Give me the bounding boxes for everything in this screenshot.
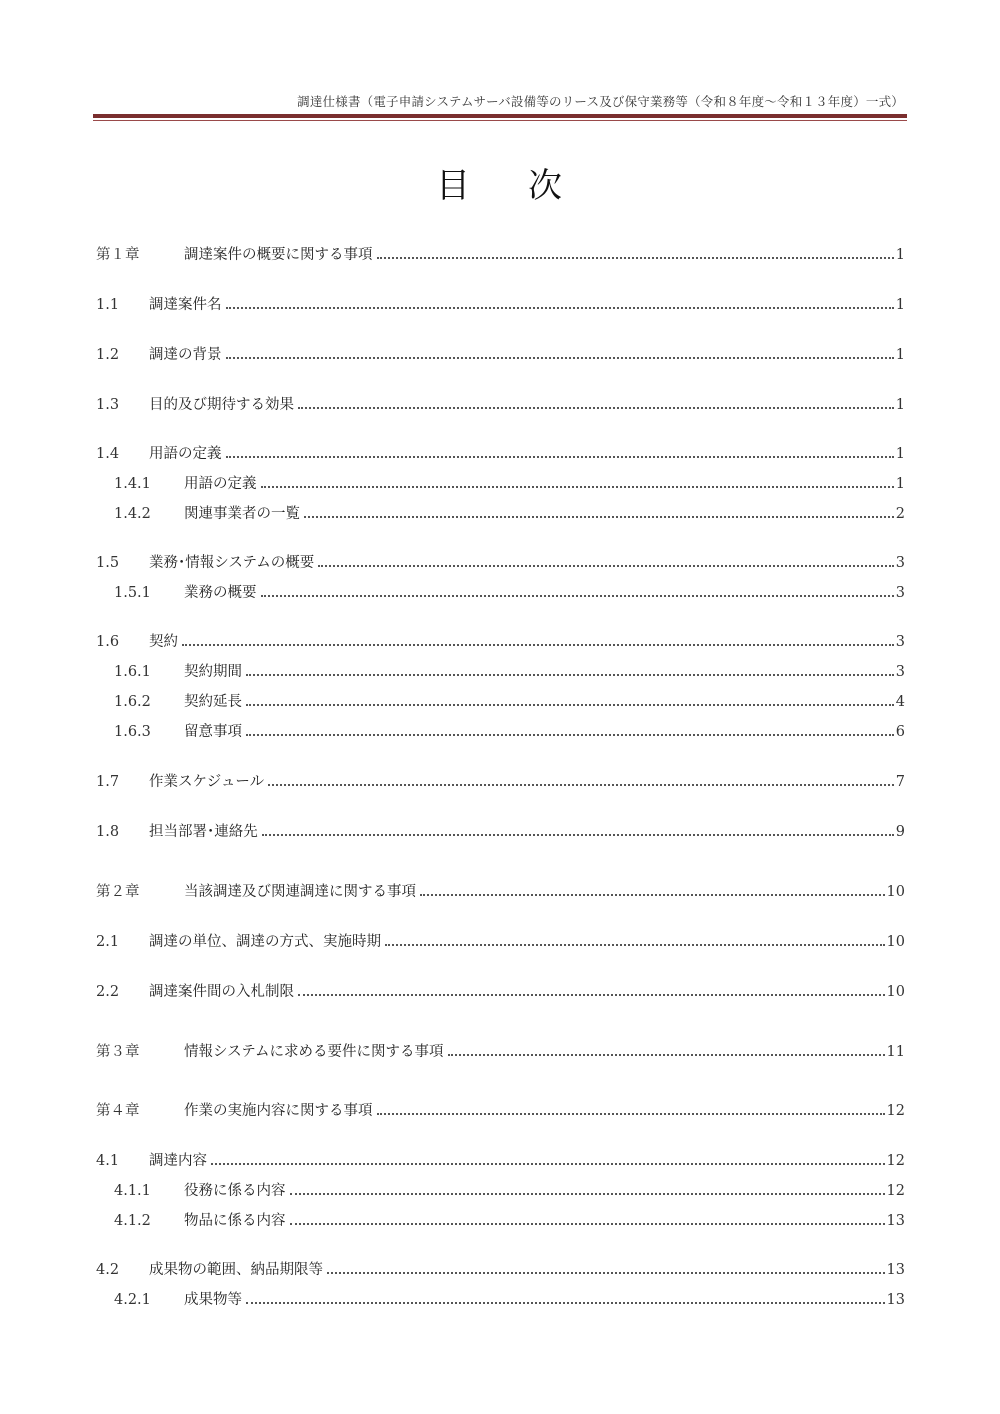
toc-leader-dots xyxy=(262,833,894,836)
toc-entry-title: 調達の単位、調達の方式、実施時期 xyxy=(149,934,381,950)
toc-entry-page: 12 xyxy=(886,1183,905,1199)
toc-entry-number: 1.5.1 xyxy=(114,585,151,601)
toc-entry-number: 1.5 xyxy=(96,555,120,571)
toc-entry-number: 2.1 xyxy=(96,934,120,950)
toc-leader-dots xyxy=(246,703,894,706)
toc-entry-title: 役務に係る内容 xyxy=(184,1183,286,1199)
toc-leader-dots xyxy=(290,1222,885,1225)
toc-entry-page: 1 xyxy=(895,247,905,263)
toc-entry-page: 6 xyxy=(895,724,905,740)
toc-entry-page: 12 xyxy=(886,1103,905,1119)
toc-entry-page: 10 xyxy=(886,984,905,1000)
toc-entry-page: 10 xyxy=(886,934,905,950)
toc-entry-title: 作業スケジュール xyxy=(149,774,265,790)
toc-entry-page: 2 xyxy=(895,506,905,522)
toc-entry-page: 1 xyxy=(895,446,905,462)
toc-entry-title: 調達案件名 xyxy=(149,297,222,313)
toc-entry-page: 1 xyxy=(895,476,905,492)
toc-entry-1-8[interactable] xyxy=(96,822,905,842)
document-header-title: 調達仕様書（電子申請システムサーバ設備等のリース及び保守業務等（令和８年度～令和１３年度）一式） xyxy=(297,94,904,109)
toc-entry-title: 業務･情報システムの概要 xyxy=(149,555,315,571)
toc-entry-4-1-2[interactable] xyxy=(114,1211,905,1231)
toc-entry-1-6[interactable] xyxy=(96,632,905,652)
toc-leader-dots xyxy=(226,356,894,359)
toc-entry-page: 3 xyxy=(895,634,905,650)
toc-entry-2-1[interactable] xyxy=(96,932,905,952)
toc-entry-page: 3 xyxy=(895,664,905,680)
toc-entry-title: 担当部署･連絡先 xyxy=(149,824,258,840)
toc-entry-chapter-2[interactable] xyxy=(96,882,905,902)
toc-entry-4-2[interactable] xyxy=(96,1260,905,1280)
toc-entry-number: 4.2 xyxy=(96,1262,120,1278)
toc-entry-title: 用語の定義 xyxy=(149,446,222,462)
toc-entry-title: 当該調達及び関連調達に関する事項 xyxy=(184,884,416,900)
toc-entry-number: 1.6 xyxy=(96,634,120,650)
toc-entry-page: 12 xyxy=(886,1153,905,1169)
toc-leader-dots xyxy=(318,564,893,567)
toc-entry-number: 1.3 xyxy=(96,397,120,413)
toc-entry-1-4-2[interactable] xyxy=(114,504,905,524)
toc-entry-number: 1.6.3 xyxy=(114,724,151,740)
toc-entry-number: 4.1.2 xyxy=(114,1213,151,1229)
toc-entry-title: 目的及び期待する効果 xyxy=(149,397,294,413)
toc-entry-1-3[interactable] xyxy=(96,395,905,415)
toc-entry-number: 4.1 xyxy=(96,1153,120,1169)
toc-leader-dots xyxy=(246,673,894,676)
toc-leader-dots xyxy=(211,1162,885,1165)
toc-leader-dots xyxy=(298,993,885,996)
toc-entry-number: 2.2 xyxy=(96,984,120,1000)
toc-leader-dots xyxy=(182,643,894,646)
toc-entry-1-6-2[interactable] xyxy=(114,692,905,712)
toc-entry-chapter-4[interactable] xyxy=(96,1101,905,1121)
page-title-char-1: 目 xyxy=(436,166,472,206)
toc-leader-dots xyxy=(327,1271,885,1274)
toc-entry-number: 1.4.2 xyxy=(114,506,151,522)
page-title-char-2: 次 xyxy=(528,166,564,206)
toc-entry-title: 契約期間 xyxy=(184,664,242,680)
toc-entry-number: 1.6.2 xyxy=(114,694,151,710)
toc-entry-1-6-1[interactable] xyxy=(114,662,905,682)
toc-leader-dots xyxy=(420,893,885,896)
toc-entry-number: 1.4.1 xyxy=(114,476,151,492)
toc-leader-dots xyxy=(385,943,885,946)
toc-entry-number: 第４章 xyxy=(96,1103,140,1119)
toc-leader-dots xyxy=(290,1192,885,1195)
toc-entry-title: 用語の定義 xyxy=(184,476,257,492)
toc-entry-number: 第３章 xyxy=(96,1044,140,1060)
toc-entry-page: 13 xyxy=(886,1262,905,1278)
toc-entry-4-1-1[interactable] xyxy=(114,1181,905,1201)
toc-leader-dots xyxy=(246,1301,885,1304)
toc-entry-page: 1 xyxy=(895,297,905,313)
toc-leader-dots xyxy=(226,306,894,309)
toc-entry-title: 作業の実施内容に関する事項 xyxy=(184,1103,373,1119)
header-rule-thin xyxy=(93,120,907,121)
toc-entry-2-2[interactable] xyxy=(96,982,905,1002)
toc-entry-page: 7 xyxy=(895,774,905,790)
toc-entry-title: 調達の背景 xyxy=(149,347,222,363)
toc-leader-dots xyxy=(304,515,894,518)
toc-entry-1-2[interactable] xyxy=(96,345,905,365)
toc-entry-chapter-1[interactable] xyxy=(96,245,905,265)
toc-entry-number: 1.4 xyxy=(96,446,120,462)
toc-entry-page: 3 xyxy=(895,585,905,601)
toc-leader-dots xyxy=(226,455,894,458)
toc-leader-dots xyxy=(261,485,894,488)
toc-leader-dots xyxy=(246,733,894,736)
toc-entry-number: 1.6.1 xyxy=(114,664,151,680)
toc-entry-number: 1.1 xyxy=(96,297,120,313)
toc-leader-dots xyxy=(377,1112,885,1115)
toc-entry-4-1[interactable] xyxy=(96,1151,905,1171)
toc-entry-page: 13 xyxy=(886,1292,905,1308)
toc-leader-dots xyxy=(261,594,894,597)
toc-entry-title: 調達案件間の入札制限 xyxy=(149,984,294,1000)
toc-entry-title: 物品に係る内容 xyxy=(184,1213,286,1229)
toc-entry-1-6-3[interactable] xyxy=(114,722,905,742)
toc-entry-number: 4.1.1 xyxy=(114,1183,151,1199)
toc-entry-page: 4 xyxy=(895,694,905,710)
toc-entry-1-1[interactable] xyxy=(96,295,905,315)
toc-entry-title: 留意事項 xyxy=(184,724,242,740)
toc-entry-title: 調達案件の概要に関する事項 xyxy=(184,247,373,263)
toc-entry-title: 調達内容 xyxy=(149,1153,207,1169)
toc-entry-title: 契約 xyxy=(149,634,178,650)
toc-leader-dots xyxy=(377,256,894,259)
toc-entry-page: 13 xyxy=(886,1213,905,1229)
toc-entry-number: 1.2 xyxy=(96,347,120,363)
toc-entry-1-7[interactable] xyxy=(96,772,905,792)
toc-entry-4-2-1[interactable] xyxy=(114,1290,905,1310)
toc-entry-number: 1.7 xyxy=(96,774,120,790)
toc-entry-page: 10 xyxy=(886,884,905,900)
toc-entry-1-5[interactable] xyxy=(96,553,905,573)
toc-entry-title: 業務の概要 xyxy=(184,585,257,601)
toc-leader-dots xyxy=(268,783,894,786)
toc-entry-1-4-1[interactable] xyxy=(114,474,905,494)
toc-leader-dots xyxy=(448,1053,885,1056)
toc-entry-number: 4.2.1 xyxy=(114,1292,151,1308)
toc-entry-page: 11 xyxy=(886,1044,905,1060)
toc-entry-1-4[interactable] xyxy=(96,444,905,464)
toc-entry-page: 3 xyxy=(895,555,905,571)
page-title xyxy=(0,158,1000,207)
toc-entry-title: 成果物の範囲、納品期限等 xyxy=(149,1262,323,1278)
toc-entry-chapter-3[interactable] xyxy=(96,1042,905,1062)
toc-entry-number: 第２章 xyxy=(96,884,140,900)
toc-entry-page: 9 xyxy=(895,824,905,840)
toc-entry-title: 成果物等 xyxy=(184,1292,242,1308)
toc-entry-title: 情報システムに求める要件に関する事項 xyxy=(184,1044,444,1060)
toc-entry-number: 第１章 xyxy=(96,247,140,263)
toc-entry-title: 関連事業者の一覧 xyxy=(184,506,300,522)
header-rule-thick xyxy=(93,114,907,118)
toc-entry-title: 契約延長 xyxy=(184,694,242,710)
toc-entry-page: 1 xyxy=(895,347,905,363)
toc-entry-page: 1 xyxy=(895,397,905,413)
toc-entry-1-5-1[interactable] xyxy=(114,583,905,603)
toc-leader-dots xyxy=(298,406,894,409)
toc-entry-number: 1.8 xyxy=(96,824,120,840)
